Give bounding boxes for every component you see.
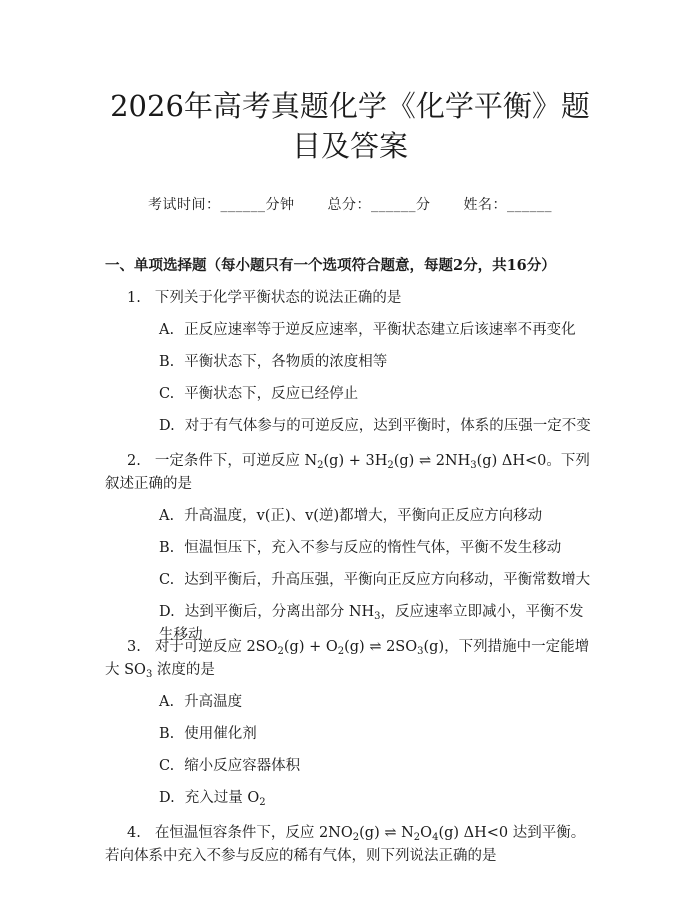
question-number: 3. — [127, 639, 141, 655]
option-label: C. — [159, 758, 175, 774]
option-text: 达到平衡后，分离出部分 $NH_3$，反应速率立即减小，平衡不发生移动 — [159, 604, 584, 643]
question — [105, 636, 595, 810]
answer-option — [105, 351, 595, 374]
question-stem — [105, 287, 595, 310]
option-text: 对于有气体参与的可逆反应，达到平衡时，体系的压强一定不变 — [184, 418, 591, 434]
answer-option — [105, 691, 595, 714]
answer-option — [105, 415, 595, 438]
exam-time: 考试时间：______分钟 — [148, 197, 295, 213]
question-text: 一定条件下，可逆反应 $N_2(g) + 3H_2(g)$ ⇌ $2NH_3(g)$ ΔH<0。下列叙述正确的是 — [105, 453, 590, 492]
question — [105, 287, 595, 438]
answer-option — [105, 601, 595, 643]
option-label: B. — [159, 726, 175, 742]
question-number: 1. — [127, 290, 141, 306]
exam-score: 总分：______分 — [327, 197, 431, 213]
option-label: C. — [159, 572, 175, 588]
answer-option — [105, 723, 595, 746]
option-label: D. — [159, 790, 175, 806]
question-text: 对于可逆反应 $2SO_2(g) + O_2(g)$ ⇌ $2SO_3(g)$，下列措施中一定能增大 $SO_3$ 浓度的是 — [105, 639, 590, 680]
option-label: B. — [159, 354, 175, 370]
option-text: 升高温度，v(正)、v(逆)都增大，平衡向正反应方向移动 — [184, 508, 543, 524]
option-text: 升高温度 — [184, 694, 243, 710]
option-text: 使用催化剂 — [184, 726, 257, 742]
option-text: 平衡状态下，各物质的浓度相等 — [184, 354, 388, 370]
question — [105, 450, 595, 643]
option-label: D. — [159, 604, 175, 620]
option-list — [105, 691, 595, 810]
option-text: 充入过量 $O_2$ — [184, 790, 266, 808]
question-text: 在恒温恒容条件下，反应 $2NO_2(g)$ ⇌ $N_2O_4(g)$ ΔH<0 达到平衡。若向体系中充入不参与反应的稀有气体，则下列说法正确的是 — [105, 825, 586, 864]
section-title: 一、单项选择题（每小题只有一个选项符合题意，每题2分，共16分） — [105, 257, 556, 274]
question — [105, 822, 595, 868]
question-stem — [105, 822, 595, 868]
question-number: 4. — [127, 825, 141, 841]
option-label: A. — [159, 694, 175, 710]
option-text: 平衡状态下，反应已经停止 — [184, 386, 359, 402]
student-name: 姓名：______ — [463, 197, 552, 213]
option-label: D. — [159, 418, 175, 434]
answer-option — [105, 787, 595, 810]
answer-option — [105, 569, 595, 592]
option-label: C. — [159, 386, 175, 402]
option-label: A. — [159, 508, 175, 524]
answer-option — [105, 505, 595, 528]
exam-meta — [105, 194, 595, 214]
option-text: 达到平衡后，升高压强，平衡向正反应方向移动，平衡常数增大 — [184, 572, 591, 588]
answer-option — [105, 383, 595, 406]
question-text: 下列关于化学平衡状态的说法正确的是 — [154, 290, 402, 306]
option-label: B. — [159, 540, 175, 556]
option-list — [105, 319, 595, 438]
option-text: 缩小反应容器体积 — [184, 758, 301, 774]
document-title: 2026年高考真题化学《化学平衡》题目及答案 — [110, 89, 590, 163]
option-text: 恒温恒压下，充入不参与反应的惰性气体，平衡不发生移动 — [184, 540, 562, 556]
option-text: 正反应速率等于逆反应速率，平衡状态建立后该速率不再变化 — [184, 322, 576, 338]
question-list — [105, 287, 595, 868]
option-list — [105, 505, 595, 643]
answer-option — [105, 537, 595, 560]
question-stem — [105, 636, 595, 682]
answer-option — [105, 755, 595, 778]
answer-option — [105, 319, 595, 342]
question-stem — [105, 450, 595, 496]
option-label: A. — [159, 322, 175, 338]
question-number: 2. — [127, 453, 141, 469]
